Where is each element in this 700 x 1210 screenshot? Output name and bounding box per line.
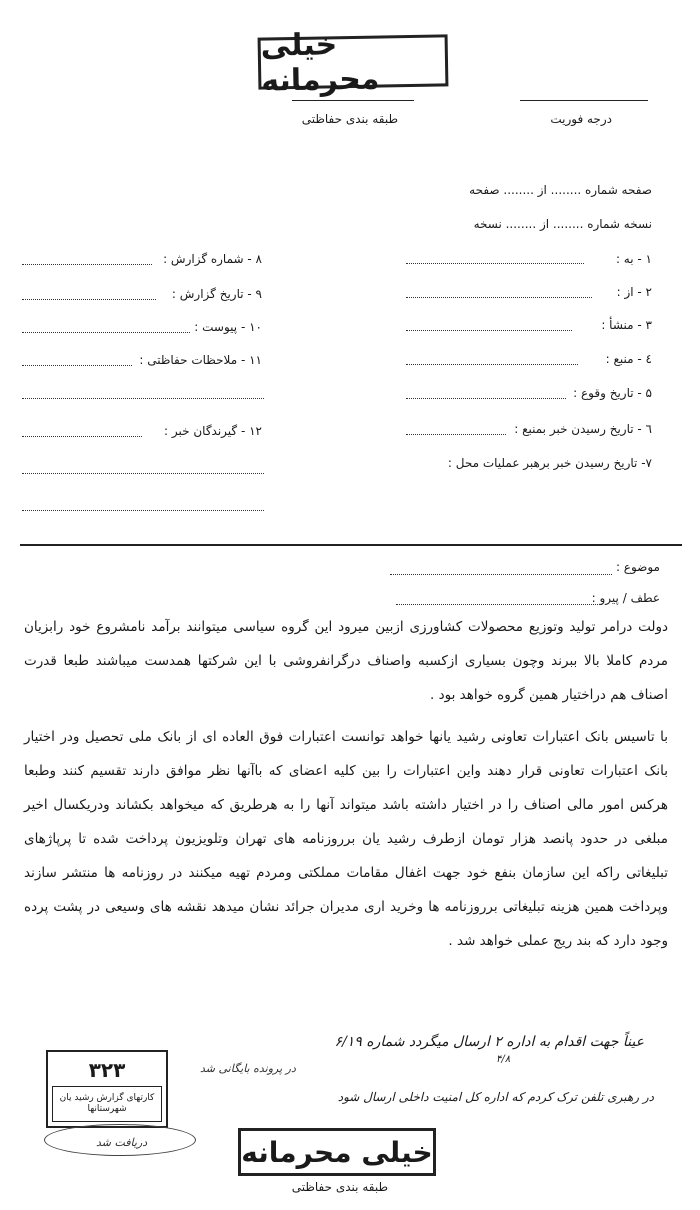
followup-label: عطف / پیرو : bbox=[591, 591, 660, 605]
page-number-line: صفحه شماره ........ از ........ صفحه bbox=[469, 183, 652, 197]
field-origin-dots bbox=[406, 330, 572, 331]
priority-label: درجه فوریت bbox=[550, 112, 612, 126]
field-report-number-dots bbox=[22, 264, 152, 265]
security-line bbox=[292, 100, 414, 101]
field-from-label: ۲ - از : bbox=[616, 285, 652, 299]
field-recipients-dots-3 bbox=[22, 510, 264, 511]
field-source-label: ٤ - منبع : bbox=[605, 352, 652, 366]
field-origin-label: ۳ - منشأ : bbox=[601, 318, 652, 332]
field-security-notes-label: ۱۱ - ملاحظات حفاظتی : bbox=[139, 353, 262, 367]
body-paragraph-1: دولت درامر تولید وتوزیع محصولات کشاورزی ازبین میرود این گروه سیاسی میتوانند برآمد نامشروع خود رابزیان مردم کاملا بالا ببرند وچون بسیاری ازکسبه واصناف درگرانفروشی با این شرکتها همدست میباشند طبعا قدرت اصناف هم دراختیار همین گروه خواهد بود . bbox=[24, 619, 668, 703]
oval-stamp bbox=[44, 1124, 196, 1156]
field-recipients-dots bbox=[22, 436, 142, 437]
field-security-notes-dots bbox=[22, 365, 132, 366]
registry-box-stamp bbox=[46, 1050, 168, 1128]
hand-note-received: دریافت شد bbox=[96, 1136, 148, 1149]
field-received-source-dots bbox=[406, 434, 506, 435]
security-label: طبقه بندی حفاظتی bbox=[301, 112, 398, 126]
field-recipients-dots-2 bbox=[22, 473, 264, 474]
forward-sub: ۴/۸ bbox=[496, 1054, 511, 1065]
forward-note: عیناً جهت اقدام به اداره ۲ ارسال میگردد شماره ۶/۱۹ bbox=[334, 1034, 644, 1050]
field-to-label: ۱ - به : bbox=[615, 252, 652, 266]
field-recipients-label: ۱۲ - گیرندگان خبر : bbox=[164, 424, 262, 438]
field-from-dots bbox=[406, 297, 592, 298]
field-report-date-label: ۹ - تاریخ گزارش : bbox=[171, 287, 262, 301]
stamp-inner-text: کارتهای گزارش رشید یان شهرستانها bbox=[52, 1086, 162, 1122]
classification-stamp-bottom: خیلی محرمانه bbox=[238, 1128, 436, 1176]
field-to-dots bbox=[406, 263, 584, 264]
field-received-source-label: ٦ - تاریخ رسیدن خبر بمنبع : bbox=[514, 422, 652, 436]
subject-dots bbox=[390, 574, 612, 575]
field-attachment-dots bbox=[22, 332, 190, 333]
field-event-date-label: ۵ - تاریخ وقوع : bbox=[573, 386, 652, 400]
subject-label: موضوع : bbox=[615, 560, 660, 574]
followup-dots bbox=[396, 604, 602, 605]
hand-note-filed: در پرونده بایگانی شد bbox=[200, 1062, 296, 1075]
field-security-notes-dots-2 bbox=[22, 398, 264, 399]
field-report-number-label: ۸ - شماره گزارش : bbox=[163, 252, 262, 266]
classification-stamp-top: خیلی محرمانه bbox=[258, 34, 449, 89]
copy-number-line: نسخه شماره ........ از ........ نسخه bbox=[473, 217, 652, 231]
field-attachment-label: ۱۰ - پیوست : bbox=[194, 320, 262, 334]
priority-line bbox=[520, 100, 648, 101]
field-event-date-dots bbox=[406, 398, 566, 399]
body-paragraph-2: با تاسیس بانک اعتبارات تعاونی رشید یانها خواهد توانست اعتبارات فوق العاده ای از بانک ملی تحصیل ودر اختیار بانک اعتبارات تعاونی قرار دهند واین اعتبارات را بین کلیه اعضای که باآنها نظر موافق دارند تقسیم کنند وطبعا هرکس امور مالی اصناف را در اختیار داشته باشد میتواند آنها را به هرطریق که میخواهد بکشاند ودریکسال اخیر مبلغی در حدود پانصد هزار تومان ازطرف رشید یان برروزنامه های تهران وتلویزیون پرداخت شده تا پرپاژهای تبلیغاتی راکه این سازمان بنفع خود جهت اغفال مقامات مملکتی ومردم تهیه میکنند در روزنامه ها منتشر سازند وپرداخت همین هزینه تبلیغاتی برروزنامه ها وخرید اری مدیران جرائد نشان میدهد نقشه های وسیعی در پشت پرده وجود دارد که بند ریج عملی خواهد شد . bbox=[24, 729, 668, 949]
section-divider bbox=[20, 544, 682, 546]
field-received-hq-label: ۷- تاریخ رسیدن خبر برهبر عملیات محل : bbox=[447, 456, 652, 470]
field-report-date-dots bbox=[22, 299, 156, 300]
hand-note-main: در رهبری تلفن ترک کردم که اداره کل امنیت داخلی ارسال شود bbox=[337, 1090, 654, 1104]
stamp-number: ۳۲۳ bbox=[88, 1058, 126, 1082]
field-source-dots bbox=[406, 364, 578, 365]
security-label-bottom: طبقه بندی حفاظتی bbox=[291, 1180, 388, 1194]
